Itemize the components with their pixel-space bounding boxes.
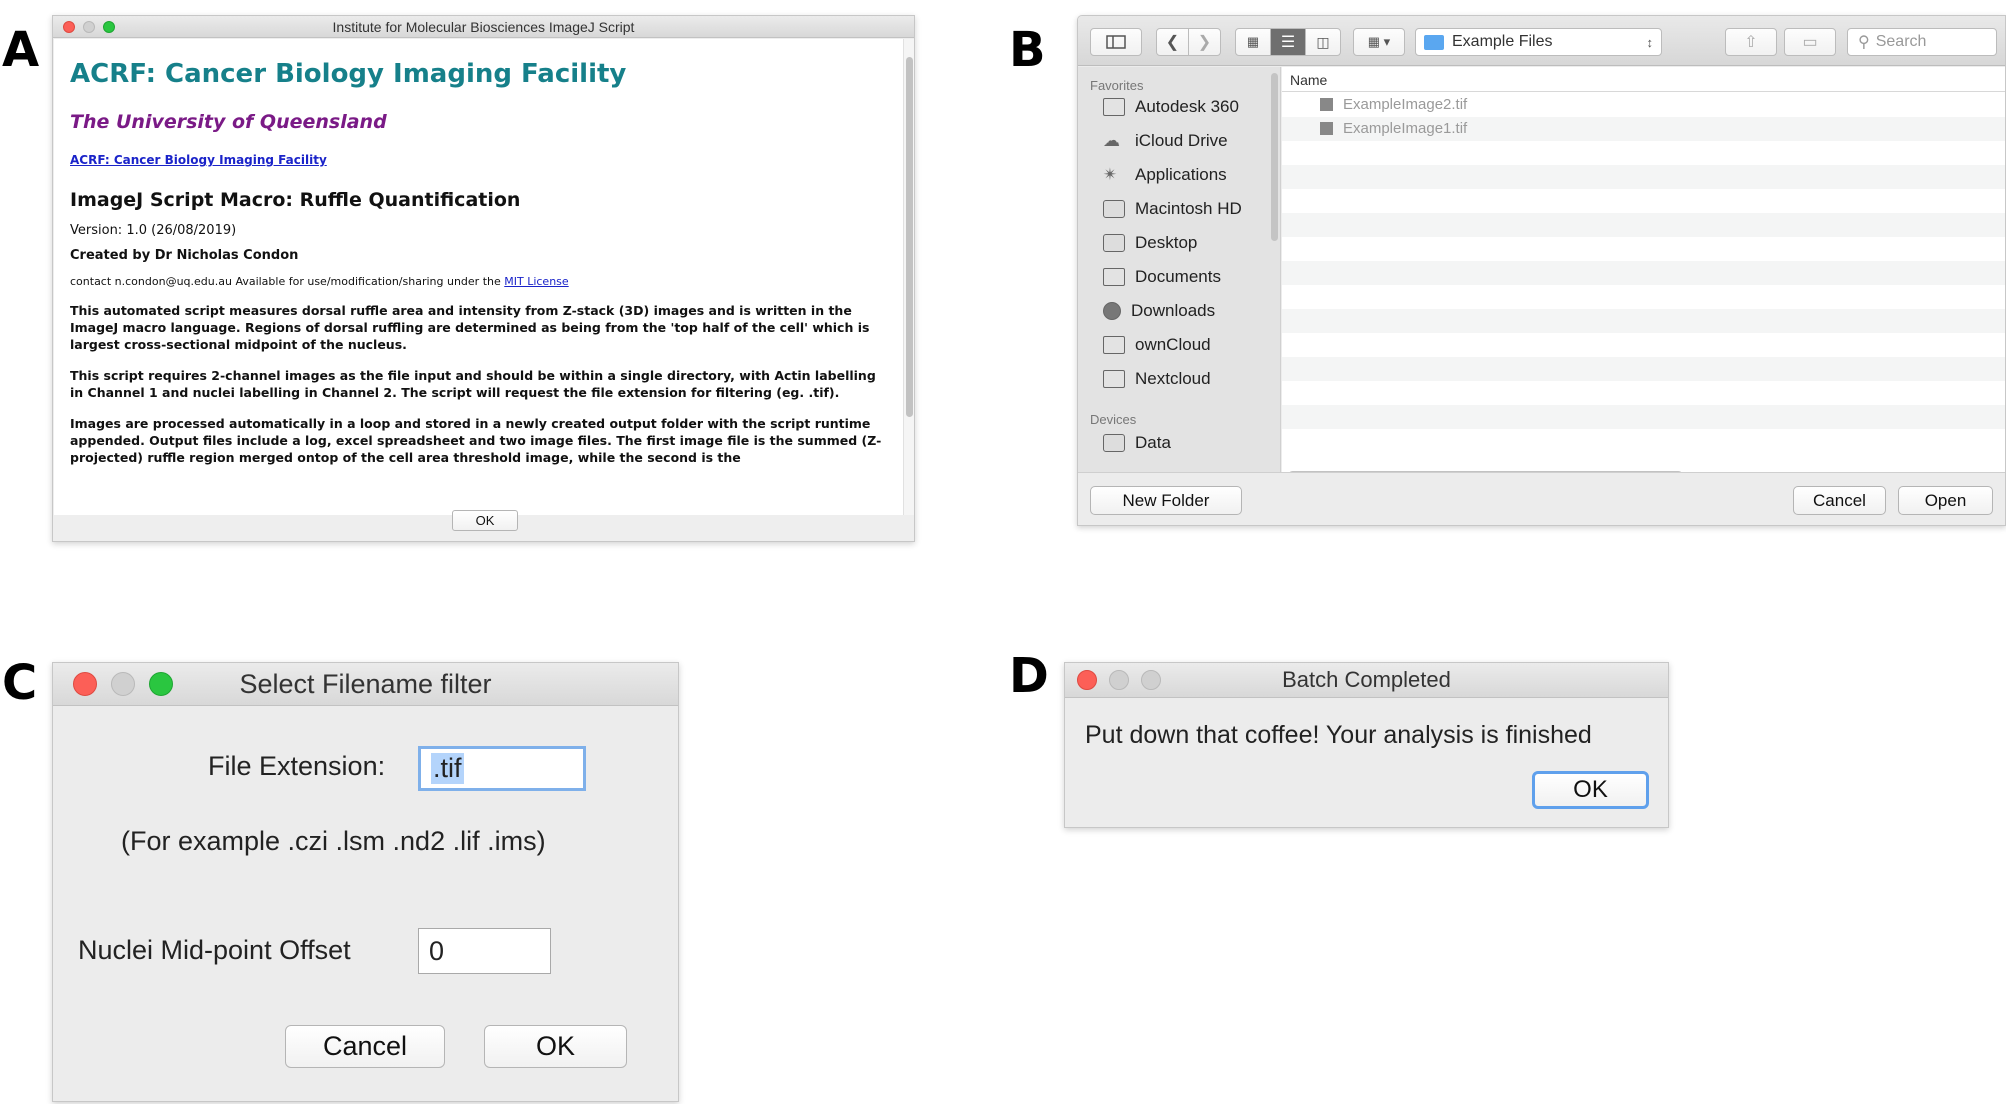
sidebar-item-label: Nextcloud xyxy=(1135,369,1211,388)
chevron-right-icon: ❯ xyxy=(1197,34,1212,51)
sidebar-item-label: Data xyxy=(1135,433,1171,452)
column-header-name[interactable]: Name xyxy=(1282,67,2006,92)
image-file-icon xyxy=(1320,98,1333,111)
empty-row xyxy=(1282,261,2006,285)
columns-icon: ◫ xyxy=(1316,33,1330,50)
panel-letter-b: B xyxy=(1009,22,1046,78)
sidebar-item-data[interactable] xyxy=(1103,433,1171,453)
university-subheading: The University of Queensland xyxy=(70,111,387,133)
close-button[interactable] xyxy=(63,21,75,33)
script-info-window xyxy=(52,15,915,542)
documents-icon xyxy=(1103,268,1125,286)
grid-icon: ▦ xyxy=(1246,34,1260,49)
sidebar-item-label: Desktop xyxy=(1135,233,1198,252)
image-file-icon xyxy=(1320,122,1333,135)
file-extension-input[interactable] xyxy=(418,746,586,791)
sidebar-item-applications[interactable] xyxy=(1103,165,1227,185)
sidebar-item-macintosh-hd[interactable] xyxy=(1103,199,1242,219)
search-placeholder: Search xyxy=(1875,33,1927,50)
window-title: Select Filename filter xyxy=(239,668,492,699)
sidebar-item-label: Downloads xyxy=(1131,301,1216,320)
empty-row xyxy=(1282,285,2006,309)
sidebar-item-nextcloud[interactable] xyxy=(1103,369,1211,389)
sidebar-scrollbar[interactable] xyxy=(1271,73,1278,241)
offset-value: 0 xyxy=(429,935,445,966)
zoom-button[interactable] xyxy=(149,672,173,696)
applications-icon: ✴ xyxy=(1103,165,1118,184)
macro-title: ImageJ Script Macro: Ruffle Quantification xyxy=(70,189,521,211)
sidebar-item-label: ownCloud xyxy=(1135,335,1211,354)
vertical-scrollbar[interactable] xyxy=(903,39,915,515)
list-item[interactable] xyxy=(1282,117,2006,141)
panel-letter-a: A xyxy=(2,22,40,78)
tag-icon: ▭ xyxy=(1802,34,1818,51)
empty-row xyxy=(1282,213,2006,237)
search-icon: ⚲ xyxy=(1858,34,1870,51)
processing-paragraph: Images are processed automatically in a loop and stored in a newly created output folder with the script runtime appended. Output files include a log, excel spreadsheet and two image files. The first image file is the summed (Z-projected) ruffle region merged ontop of the cell area threshold image, while the second is the xyxy=(70,416,882,465)
file-name: ExampleImage1.tif xyxy=(1343,120,1468,137)
batch-completed-dialog xyxy=(1064,662,1669,828)
empty-row xyxy=(1282,309,2006,333)
panel-letter-c: C xyxy=(2,655,38,711)
description-paragraph: This automated script measures dorsal ruffle area and intensity from Z-stack (3D) images and is written in the ImageJ macro language. Regions of dorsal ruffling are determined as being from the 'top half of the cell' which is largest cross-sectional midpoint of the nucleus. xyxy=(70,303,870,352)
empty-row xyxy=(1282,141,2006,165)
file-list xyxy=(1282,67,2006,472)
finder-toolbar xyxy=(1078,16,2006,66)
script-description[interactable] xyxy=(54,39,903,515)
empty-row xyxy=(1282,357,2006,381)
offset-input[interactable] xyxy=(418,928,551,974)
ok-button[interactable]: OK xyxy=(484,1025,627,1068)
location-label: Example Files xyxy=(1452,33,1553,50)
window-controls xyxy=(63,16,115,37)
sidebar-item-label: Applications xyxy=(1135,165,1227,184)
offset-label: Nuclei Mid-point Offset xyxy=(78,935,351,965)
empty-row xyxy=(1282,429,2006,453)
author-text: Created by Dr Nicholas Condon xyxy=(70,248,299,263)
back-button[interactable] xyxy=(1156,28,1189,56)
arrange-button[interactable] xyxy=(1353,28,1405,56)
up-down-chevron-icon: ↕ xyxy=(1646,34,1653,50)
requirements-paragraph: This script requires 2-channel images as the file input and should be within a single directory, with Actin labelling in Channel 1 and nuclei labelling in Channel 2. The script will request the file extension for filtering (eg. .tif). xyxy=(70,368,876,400)
sidebar-item-desktop[interactable] xyxy=(1103,233,1197,253)
scrollbar-thumb[interactable] xyxy=(906,57,913,417)
chevron-left-icon: ❮ xyxy=(1165,34,1180,51)
tags-button[interactable] xyxy=(1784,28,1836,56)
sidebar-item-label: Macintosh HD xyxy=(1135,199,1242,218)
icon-view-button[interactable] xyxy=(1235,28,1271,56)
list-view-button[interactable] xyxy=(1270,28,1306,56)
empty-row xyxy=(1282,381,2006,405)
share-button[interactable] xyxy=(1725,28,1777,56)
open-button[interactable]: Open xyxy=(1898,486,1993,515)
folder-icon xyxy=(1103,98,1125,116)
empty-row xyxy=(1282,237,2006,261)
close-button[interactable] xyxy=(1077,670,1097,690)
file-extension-value: .tif xyxy=(433,753,462,783)
hard-drive-icon xyxy=(1103,434,1125,452)
devices-header: Devices xyxy=(1090,412,1137,427)
minimize-button[interactable] xyxy=(1109,670,1129,690)
desktop-icon xyxy=(1103,234,1125,252)
folder-icon xyxy=(1103,370,1125,388)
empty-row xyxy=(1282,333,2006,357)
panel-letter-d: D xyxy=(1009,648,1049,704)
downloads-icon xyxy=(1103,302,1121,320)
facility-heading: ACRF: Cancer Biology Imaging Facility xyxy=(70,59,627,89)
minimize-button[interactable] xyxy=(83,21,95,33)
contact-line xyxy=(70,275,887,288)
sidebar-item-documents[interactable] xyxy=(1103,267,1221,287)
open-file-dialog xyxy=(1077,15,2006,526)
share-icon: ⇧ xyxy=(1744,34,1758,51)
mit-license-link[interactable]: MIT License xyxy=(504,275,569,288)
sidebar-item-downloads[interactable] xyxy=(1103,301,1215,321)
new-folder-button[interactable]: New Folder xyxy=(1090,486,1242,515)
sidebar-toggle-button[interactable] xyxy=(1090,28,1142,56)
sidebar-item-label: Autodesk 360 xyxy=(1135,97,1239,116)
version-text: Version: 1.0 (26/08/2019) xyxy=(70,223,237,238)
sidebar-item-autodesk-360[interactable] xyxy=(1103,97,1239,117)
hard-drive-icon xyxy=(1103,200,1125,218)
filename-filter-dialog xyxy=(52,662,679,1102)
zoom-button[interactable] xyxy=(103,21,115,33)
window-controls xyxy=(73,663,173,705)
favorites-header: Favorites xyxy=(1090,78,1144,93)
close-button[interactable] xyxy=(73,672,97,696)
column-view-button[interactable] xyxy=(1305,28,1341,56)
contact-text: contact n.condon@uq.edu.au Available for use/modification/sharing under the xyxy=(70,275,501,288)
title-bar xyxy=(53,16,914,38)
window-title: Batch Completed xyxy=(1282,667,1451,692)
file-name: ExampleImage2.tif xyxy=(1343,96,1468,113)
window-controls xyxy=(1077,663,1161,697)
location-popup[interactable] xyxy=(1415,28,1662,56)
list-item[interactable] xyxy=(1282,93,2006,117)
cloud-icon: ☁ xyxy=(1103,131,1120,150)
facility-link[interactable]: ACRF: Cancer Biology Imaging Facility xyxy=(70,153,327,167)
title-bar xyxy=(1065,663,1668,698)
file-extension-label: File Extension: xyxy=(208,751,386,781)
completion-message: Put down that coffee! Your analysis is finished xyxy=(1085,721,1592,749)
finder-sidebar xyxy=(1078,67,1281,472)
forward-button[interactable] xyxy=(1188,28,1221,56)
ok-button[interactable]: OK xyxy=(1532,771,1649,809)
cancel-button[interactable]: Cancel xyxy=(1793,486,1886,515)
folder-icon xyxy=(1103,336,1125,354)
sidebar-item-icloud-drive[interactable] xyxy=(1103,131,1228,151)
cancel-button[interactable]: Cancel xyxy=(285,1025,445,1068)
empty-row xyxy=(1282,405,2006,429)
search-field[interactable] xyxy=(1847,28,1997,56)
extension-examples-text: (For example .czi .lsm .nd2 .lif .ims) xyxy=(121,826,546,856)
window-title: Institute for Molecular Biosciences ImageJ Script xyxy=(332,18,635,35)
sidebar-item-label: Documents xyxy=(1135,267,1221,286)
dialog-footer xyxy=(1078,472,2006,526)
empty-row xyxy=(1282,165,2006,189)
sidebar-item-owncloud[interactable] xyxy=(1103,335,1211,355)
ok-button[interactable]: OK xyxy=(452,510,518,531)
title-bar xyxy=(53,663,678,706)
group-icon: ▦ ▾ xyxy=(1367,34,1391,49)
zoom-button[interactable] xyxy=(1141,670,1161,690)
sidebar-icon xyxy=(1106,35,1126,49)
folder-icon xyxy=(1424,35,1444,50)
list-icon: ☰ xyxy=(1280,34,1296,51)
empty-row xyxy=(1282,189,2006,213)
minimize-button[interactable] xyxy=(111,672,135,696)
sidebar-item-label: iCloud Drive xyxy=(1135,131,1228,150)
